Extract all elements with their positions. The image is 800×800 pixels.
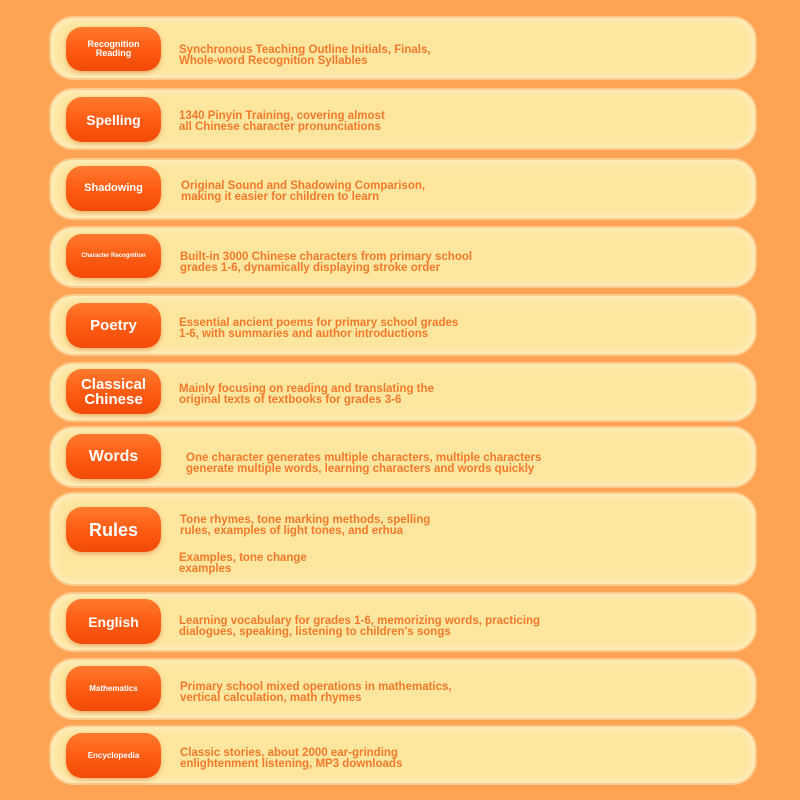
- character-recognition-description: Built-in 3000 Chinese characters from primary school grades 1-6, dynamically displaying stroke order: [180, 251, 473, 274]
- feature-card-english: [51, 594, 755, 650]
- character-recognition-button[interactable]: Character Recognition: [66, 234, 161, 278]
- encyclopedia-description: Classic stories, about 2000 ear-grinding enlightenment listening, MP3 downloads: [180, 747, 403, 770]
- english-description: Learning vocabulary for grades 1-6, memorizing words, practicing dialogues, speaking, listening to children's songs: [179, 615, 541, 638]
- feature-card-words: [51, 428, 755, 486]
- feature-card-poetry: [51, 296, 755, 354]
- spelling-button[interactable]: Spelling: [66, 97, 161, 142]
- feature-card-recognition-reading: [51, 18, 755, 78]
- shadowing-description: Original Sound and Shadowing Comparison, making it easier for children to learn: [181, 180, 426, 203]
- poetry-description: Essential ancient poems for primary school grades 1-6, with summaries and author introductions: [179, 317, 459, 340]
- feature-card-shadowing: [51, 160, 755, 218]
- recognition-reading-description: Synchronous Teaching Outline Initials, Finals, Whole-word Recognition Syllables: [179, 44, 431, 67]
- mathematics-description: Primary school mixed operations in mathematics, vertical calculation, math rhymes: [180, 681, 452, 704]
- english-button[interactable]: English: [66, 599, 161, 644]
- feature-card-classical-chinese: [51, 364, 755, 420]
- encyclopedia-button[interactable]: Encyclopedia: [66, 733, 161, 778]
- recognition-reading-button[interactable]: Recognition Reading: [66, 27, 161, 71]
- spelling-description: 1340 Pinyin Training, covering almost all Chinese character pronunciations: [179, 110, 385, 133]
- poetry-button[interactable]: Poetry: [66, 303, 161, 348]
- rules-button[interactable]: Rules: [66, 507, 161, 552]
- feature-card-mathematics: [51, 660, 755, 718]
- shadowing-button[interactable]: Shadowing: [66, 166, 161, 211]
- rules-description-extra: Examples, tone change examples: [179, 552, 307, 575]
- classical-chinese-description: Mainly focusing on reading and translating the original texts of textbooks for grades 3-6: [179, 383, 434, 406]
- feature-card-encyclopedia: [51, 727, 755, 783]
- feature-card-rules: [51, 494, 755, 584]
- feature-card-spelling: [51, 90, 755, 148]
- feature-card-character-recognition: [51, 228, 755, 286]
- words-button[interactable]: Words: [66, 434, 161, 479]
- classical-chinese-button[interactable]: Classical Chinese: [66, 369, 161, 414]
- words-description: One character generates multiple characters, multiple characters generate multiple words, learning characters and words quickly: [186, 452, 542, 475]
- mathematics-button[interactable]: Mathematics: [66, 666, 161, 711]
- rules-description: Tone rhymes, tone marking methods, spelling rules, examples of light tones, and erhua: [180, 514, 431, 537]
